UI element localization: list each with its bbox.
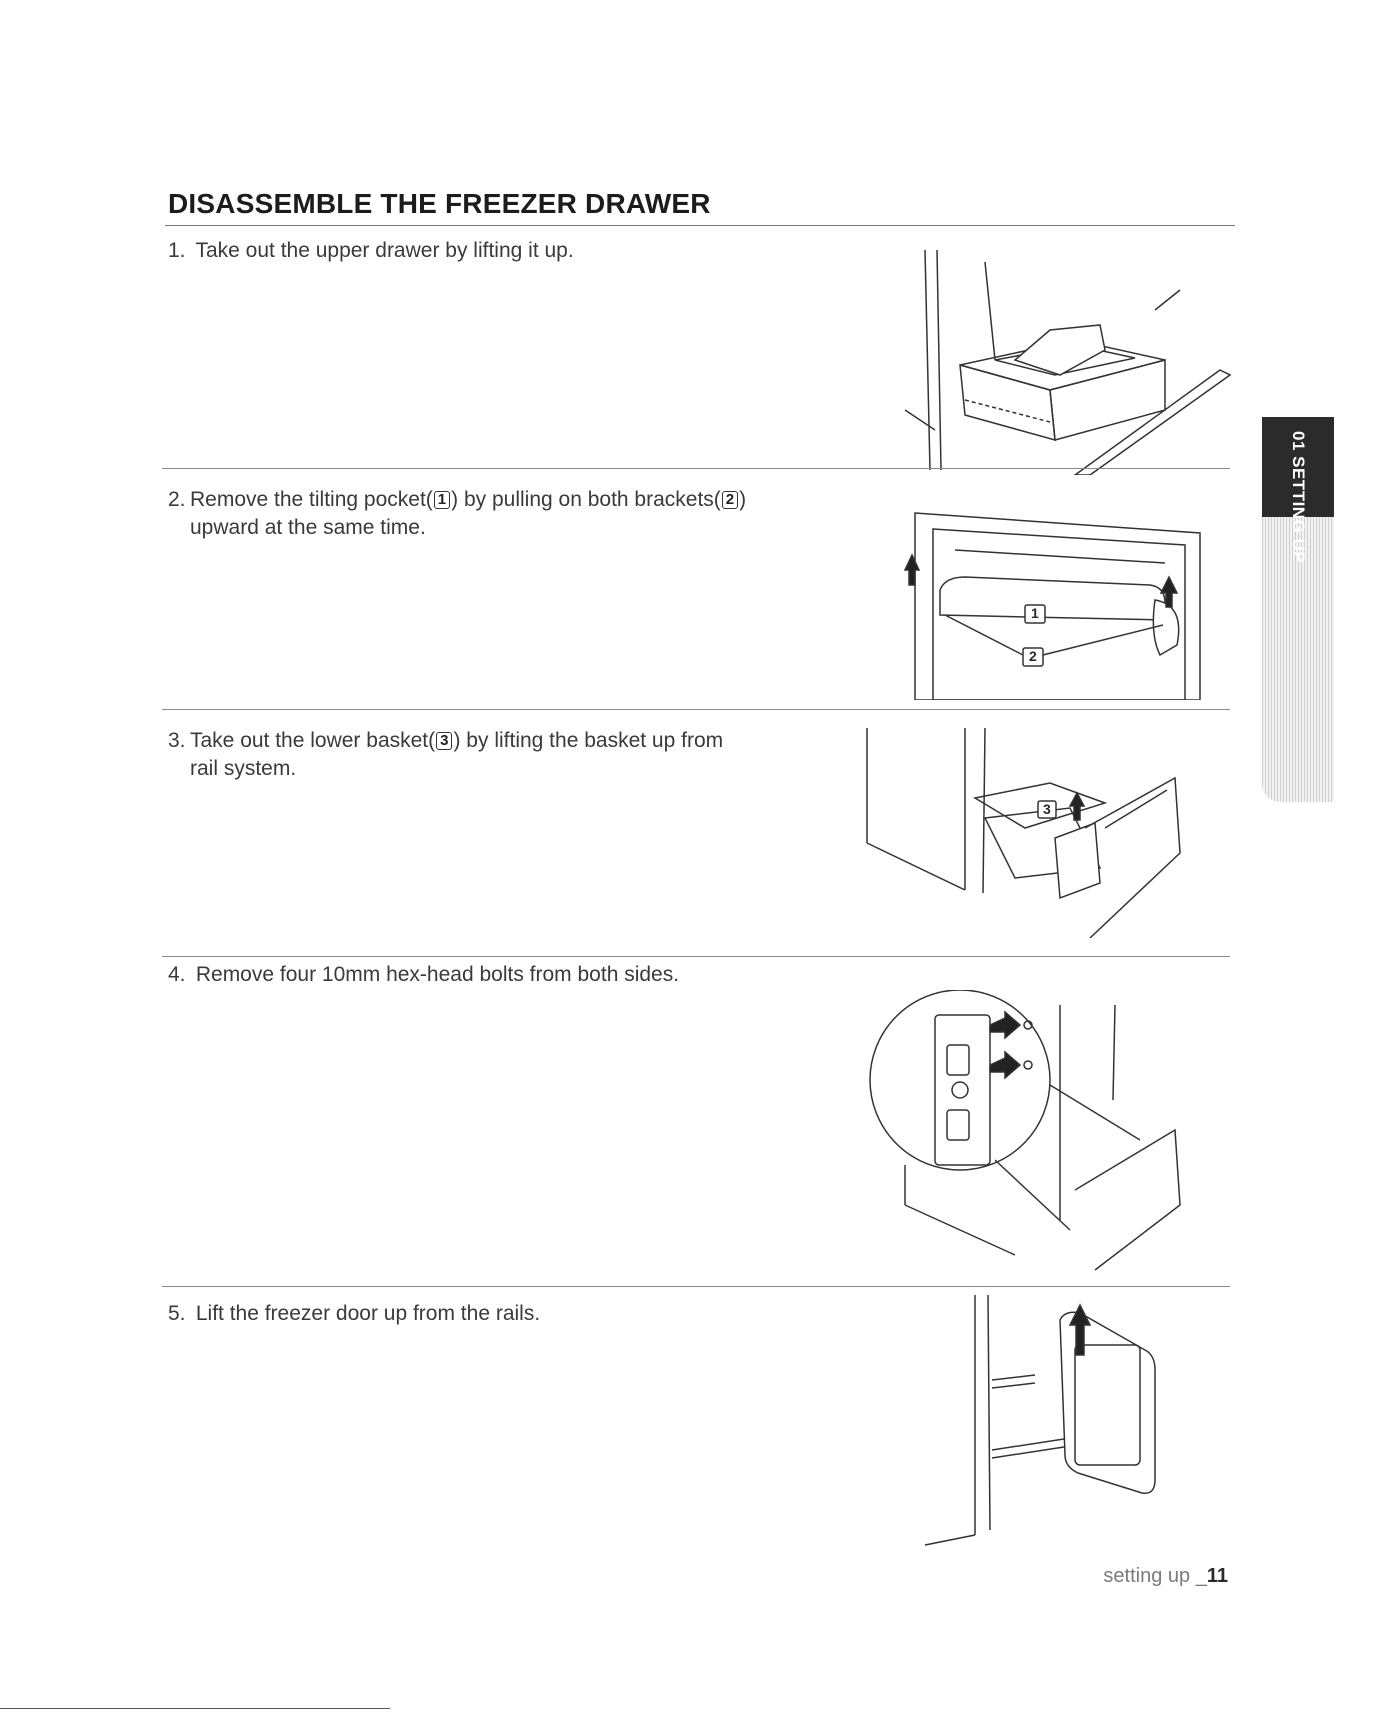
divider xyxy=(162,1286,1230,1287)
divider xyxy=(162,468,1230,469)
divider xyxy=(162,709,1230,710)
page-title: DISASSEMBLE THE FREEZER DRAWER xyxy=(168,188,711,219)
step-number: 5. xyxy=(168,1302,186,1325)
step-text: ) xyxy=(739,488,747,511)
section-tab xyxy=(1262,417,1334,802)
callout-label-2: 2 xyxy=(1029,648,1037,664)
callout-badge-2: 2 xyxy=(722,491,738,509)
page-number: 11 xyxy=(1206,1565,1228,1587)
tilting-pocket-illustration xyxy=(895,505,1215,700)
section-tab-label: 01 SETTING UP xyxy=(1289,431,1308,564)
footer-section: setting up _ xyxy=(1103,1565,1207,1587)
step-text: ) by pulling on both brackets( xyxy=(451,488,721,511)
step-text: Remove the tilting pocket( xyxy=(190,488,433,511)
page-footer xyxy=(1103,1565,1228,1588)
step-text: Lift the freezer door up from the rails. xyxy=(195,1302,541,1325)
step-5 xyxy=(168,1300,928,1328)
step-number: 1. xyxy=(168,239,186,262)
callout-badge-3: 3 xyxy=(436,732,452,750)
step-1 xyxy=(168,237,928,265)
step-number: 3. xyxy=(168,729,186,752)
title-rule xyxy=(165,225,1235,226)
hex-bolts-illustration xyxy=(865,990,1195,1275)
step-number: 4. xyxy=(168,963,186,986)
lower-basket-illustration xyxy=(865,728,1195,938)
divider xyxy=(162,956,1230,957)
step-3 xyxy=(168,727,928,783)
step-text: Take out the lower basket( xyxy=(190,729,436,752)
step-number: 2. xyxy=(168,488,186,511)
bottom-edge-line xyxy=(0,1708,390,1709)
callout-badge-1: 1 xyxy=(434,491,450,509)
step-text-line-2: upward at the same time. xyxy=(190,516,426,539)
upper-drawer-illustration xyxy=(875,250,1235,475)
step-text: ) by lifting the basket up from xyxy=(453,729,724,752)
step-text-line-2: rail system. xyxy=(190,757,297,780)
callout-label-1: 1 xyxy=(1031,605,1039,621)
step-4 xyxy=(168,961,928,989)
step-text: Remove four 10mm hex-head bolts from both sides. xyxy=(195,963,680,986)
callout-label-3: 3 xyxy=(1043,801,1051,817)
step-text: Take out the upper drawer by lifting it up. xyxy=(195,239,574,262)
step-2 xyxy=(168,486,928,542)
freezer-door-illustration xyxy=(920,1295,1180,1550)
